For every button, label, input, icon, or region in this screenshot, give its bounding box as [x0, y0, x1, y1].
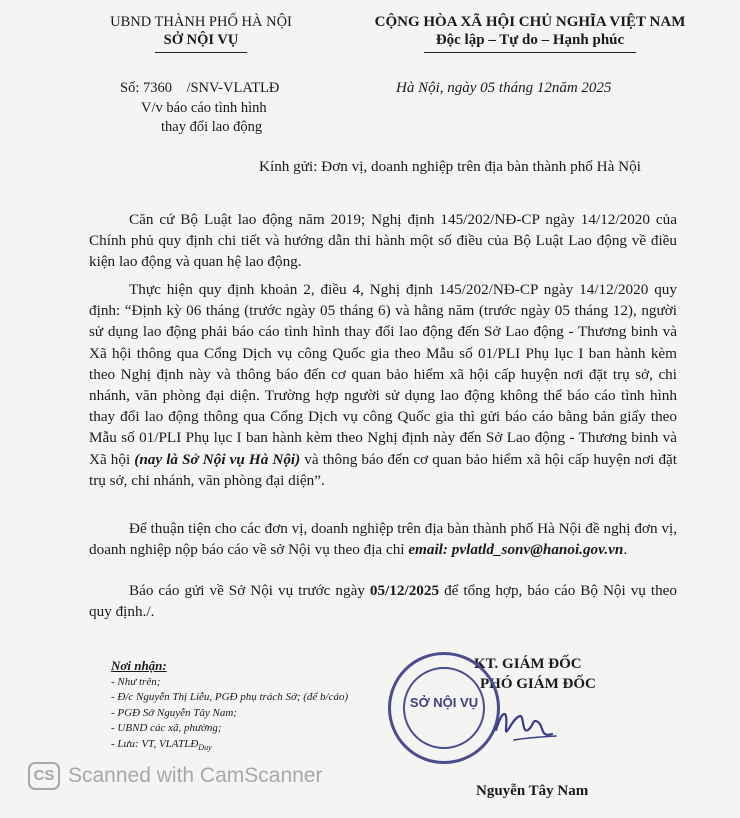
signature-title2: PHÓ GIÁM ĐỐC	[480, 676, 596, 692]
agency-underline	[155, 52, 247, 53]
nation-header	[330, 14, 730, 53]
nation-underline	[424, 52, 636, 53]
watermark-text: Scanned with CamScanner	[68, 764, 323, 787]
deadline-date: 05/12/2025	[369, 582, 440, 599]
body-paragraph-2	[89, 279, 677, 491]
receiver-item: - PGĐ Sở Nguyễn Tây Nam;	[111, 706, 237, 719]
receiver-item: - Lưu: VT, VLATLĐ	[111, 737, 199, 750]
email-address[interactable]: pvlatld_sonv@hanoi.gov.vn	[451, 541, 624, 559]
body-paragraph-1	[89, 209, 677, 273]
nation-line2: Độc lập – Tự do – Hạnh phúc	[435, 32, 625, 48]
deadline-text: Báo cáo gửi về Sở Nội vụ trước ngày	[129, 582, 365, 599]
agency-line1: UBND THÀNH PHỐ HÀ NỘI	[110, 14, 292, 30]
signer-name: Nguyễn Tây Nam	[476, 783, 589, 799]
agency-line2: SỞ NỘI VỤ	[163, 32, 239, 48]
regulation-quote: Thực hiện quy định khoản 2, điều 4, Nghị định 145/202/NĐ-CP ngày 14/12/2020 quy định: “Định kỳ 06 tháng (trước ngày 05 tháng 6) và hằng năm (trước ngày 05 tháng 12), người sử dụng lao động phải báo cáo tình hình thay đổi lao động đến Sở Lao động - Thương binh và Xã hội thông qua Cổng Dịch vụ công Quốc gia theo Mẫu số 01/PLI Phụ lục I ban hành kèm theo Nghị định này và thông báo đến cơ quan bảo hiểm xã hội cấp huyện nơi đặt trụ sở, chi nhánh, văn phòng đại diện. Trường hợp người sử dụng lao động không thể báo cáo tình hình thay đổi lao động thông qua Cổng Dịch vụ công Quốc gia thì gửi báo cáo bằng bản giấy theo Mẫu số 01/PLI Phụ lục I ban hành kèm theo Nghị định này đến Sở Lao động - Thương binh và Xã hội	[89, 281, 677, 468]
agency-header	[86, 14, 316, 53]
subject-line1: V/v báo cáo tình hình	[141, 100, 267, 116]
seal-text: SỞ NỘI VỤ	[409, 695, 479, 710]
official-seal	[388, 652, 500, 764]
regulation-quote-end: và thông báo đến cơ quan bảo hiểm xã hội cấp huyện nơi đặt trụ sở, chi nhánh, văn phòng đại diện”.	[89, 450, 678, 489]
submission-instruction: Để thuận tiện cho các đơn vị, doanh nghiệp trên địa bàn thành phố Hà Nội đề nghị đơn vị, doanh nghiệp nộp báo cáo về sở Nội vụ theo địa chỉ	[89, 520, 677, 559]
receiver-item: - Đ/c Nguyễn Thị Liễu, PGĐ phụ trách Sở; (để b/cáo)	[111, 691, 349, 703]
subject-line2: thay đổi lao động	[161, 119, 263, 135]
signature-title1: KT. GIÁM ĐỐC	[474, 656, 582, 672]
receiver-item: - Như trên;	[111, 675, 161, 688]
place-date: Hà Nội, ngày 05 tháng 12năm 2025	[396, 80, 612, 96]
archive-suffix: Duy	[198, 742, 212, 752]
ministry-note: (nay là Sở Nội vụ Hà Nội)	[134, 450, 301, 468]
recipient-line: Kính gửi: Đơn vị, doanh nghiệp trên địa bàn thành phố Hà Nội	[259, 158, 641, 175]
body-paragraph-3: Để thuận tiện cho các đơn vị, doanh nghiệp trên địa bàn thành phố Hà Nội đề nghị đơn vị, doanh nghiệp nộp báo cáo về sở Nội vụ theo địa chỉ email: pvlatld_sonv@hanoi.gov.vn.	[89, 520, 677, 559]
handwritten-signature	[492, 700, 562, 750]
email-label: email:	[408, 541, 448, 559]
paragraph-legal-basis: Căn cứ Bộ Luật lao động năm 2019; Nghị định 145/202/NĐ-CP ngày 14/12/2020 của Chính phủ quy định chi tiết và hướng dẫn thi hành một số điều của Bộ Luật Lao động về điều kiện lao động và quan hệ lao động.	[89, 211, 677, 271]
receiver-item: - UBND các xã, phường;	[111, 722, 222, 734]
scanner-watermark	[28, 762, 322, 790]
receivers-block	[111, 658, 401, 755]
receivers-heading: Nơi nhận:	[111, 658, 167, 673]
body-paragraph-4	[89, 580, 677, 622]
camscanner-icon: CS	[28, 762, 60, 790]
nation-line1: CỘNG HÒA XÃ HỘI CHỦ NGHĨA VIỆT NAM	[374, 14, 686, 30]
deadline-text-end: để tổng hợp, báo cáo Bộ Nội vụ theo quy định./.	[89, 582, 678, 621]
doc-number: Số: 7360 /SNV-VLATLĐ	[120, 80, 280, 96]
